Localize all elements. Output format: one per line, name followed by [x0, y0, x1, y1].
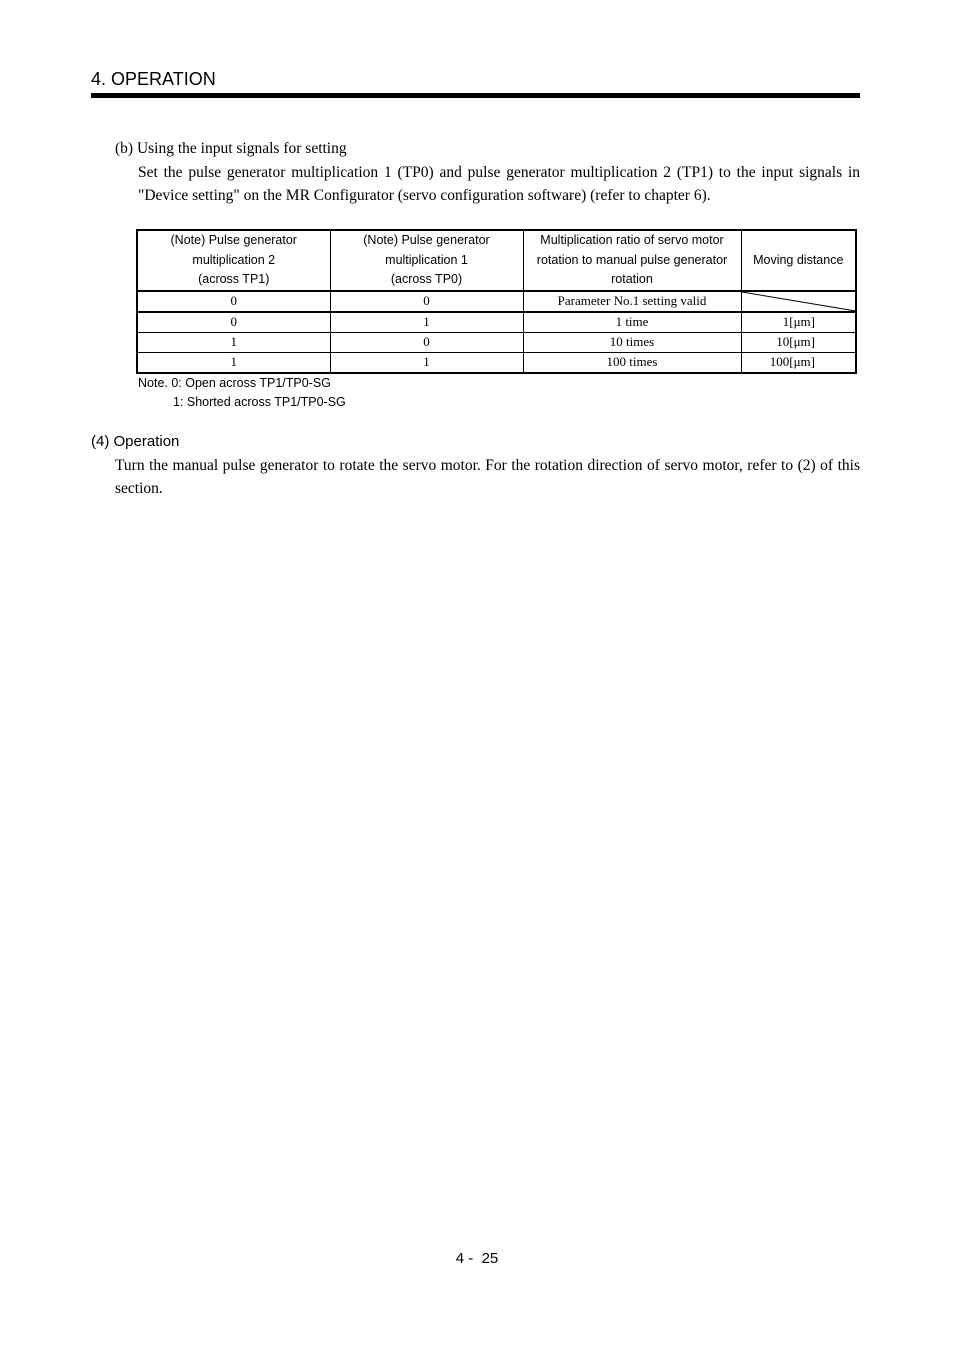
section-title: 4. OPERATION — [91, 69, 216, 89]
table-row — [137, 332, 856, 352]
table-cell: 1 — [137, 352, 330, 373]
table-header-row — [137, 230, 856, 291]
table-cell: 1 — [137, 332, 330, 352]
table-row — [137, 291, 856, 312]
subsection-heading-b: (b) Using the input signals for setting — [115, 140, 347, 157]
table-cell: 1 — [330, 312, 523, 333]
header-line: Moving distance — [753, 252, 844, 267]
header-line: rotation — [611, 272, 653, 286]
diagonal-empty-cell — [741, 291, 856, 312]
header-line: (across TP0) — [390, 272, 463, 286]
header-line: Multiplication ratio of servo motor — [540, 233, 724, 247]
table-cell: 0 — [330, 332, 523, 352]
table-cell: 10 times — [523, 332, 741, 352]
table-cell: 1 — [330, 352, 523, 373]
header-line: (Note) Pulse generator — [170, 233, 297, 247]
multiplication-table — [136, 229, 857, 374]
table-cell: 1 time — [523, 312, 741, 333]
table-cell: 0 — [330, 291, 523, 312]
table-note-line-2: 1: Shorted across TP1/TP0-SG — [173, 395, 346, 409]
header-line: rotation to manual pulse generator — [536, 252, 728, 267]
section-paragraph-4: Turn the manual pulse generator to rotate the servo motor. For the rotation direction of servo motor, refer to (2) of this section. — [115, 457, 860, 497]
table-cell: 10[μm] — [741, 332, 856, 352]
header-line: (Note) Pulse generator — [363, 233, 490, 247]
diagonal-line — [742, 292, 856, 311]
table-row — [137, 312, 856, 333]
table-header-cell — [137, 230, 330, 291]
table-note-line-1: Note. 0: Open across TP1/TP0-SG — [138, 376, 331, 390]
table-header-cell — [523, 230, 741, 291]
table-cell: 1[μm] — [741, 312, 856, 333]
page-number: 4 - 25 — [455, 1250, 499, 1267]
header-line: multiplication 1 — [385, 252, 468, 267]
table-cell: 100[μm] — [741, 352, 856, 373]
table-cell: Parameter No.1 setting valid — [523, 291, 741, 312]
subsection-paragraph-b: Set the pulse generator multiplication 1 (TP0) and pulse generator multiplication 2 (TP1) to the input signals in "Device setting" on the MR Configurator (servo configuration software) (refer to chapter 6). — [138, 164, 860, 204]
table-header-cell — [330, 230, 523, 291]
header-line: (across TP1) — [198, 272, 270, 286]
table-cell: 0 — [137, 291, 330, 312]
table-cell: 100 times — [523, 352, 741, 373]
header-line: multiplication 2 — [192, 252, 276, 267]
table-cell: 0 — [137, 312, 330, 333]
table-header-cell — [741, 230, 856, 291]
table-row — [137, 352, 856, 373]
section-heading-4: (4) Operation — [91, 433, 180, 450]
header-rule — [91, 93, 860, 98]
